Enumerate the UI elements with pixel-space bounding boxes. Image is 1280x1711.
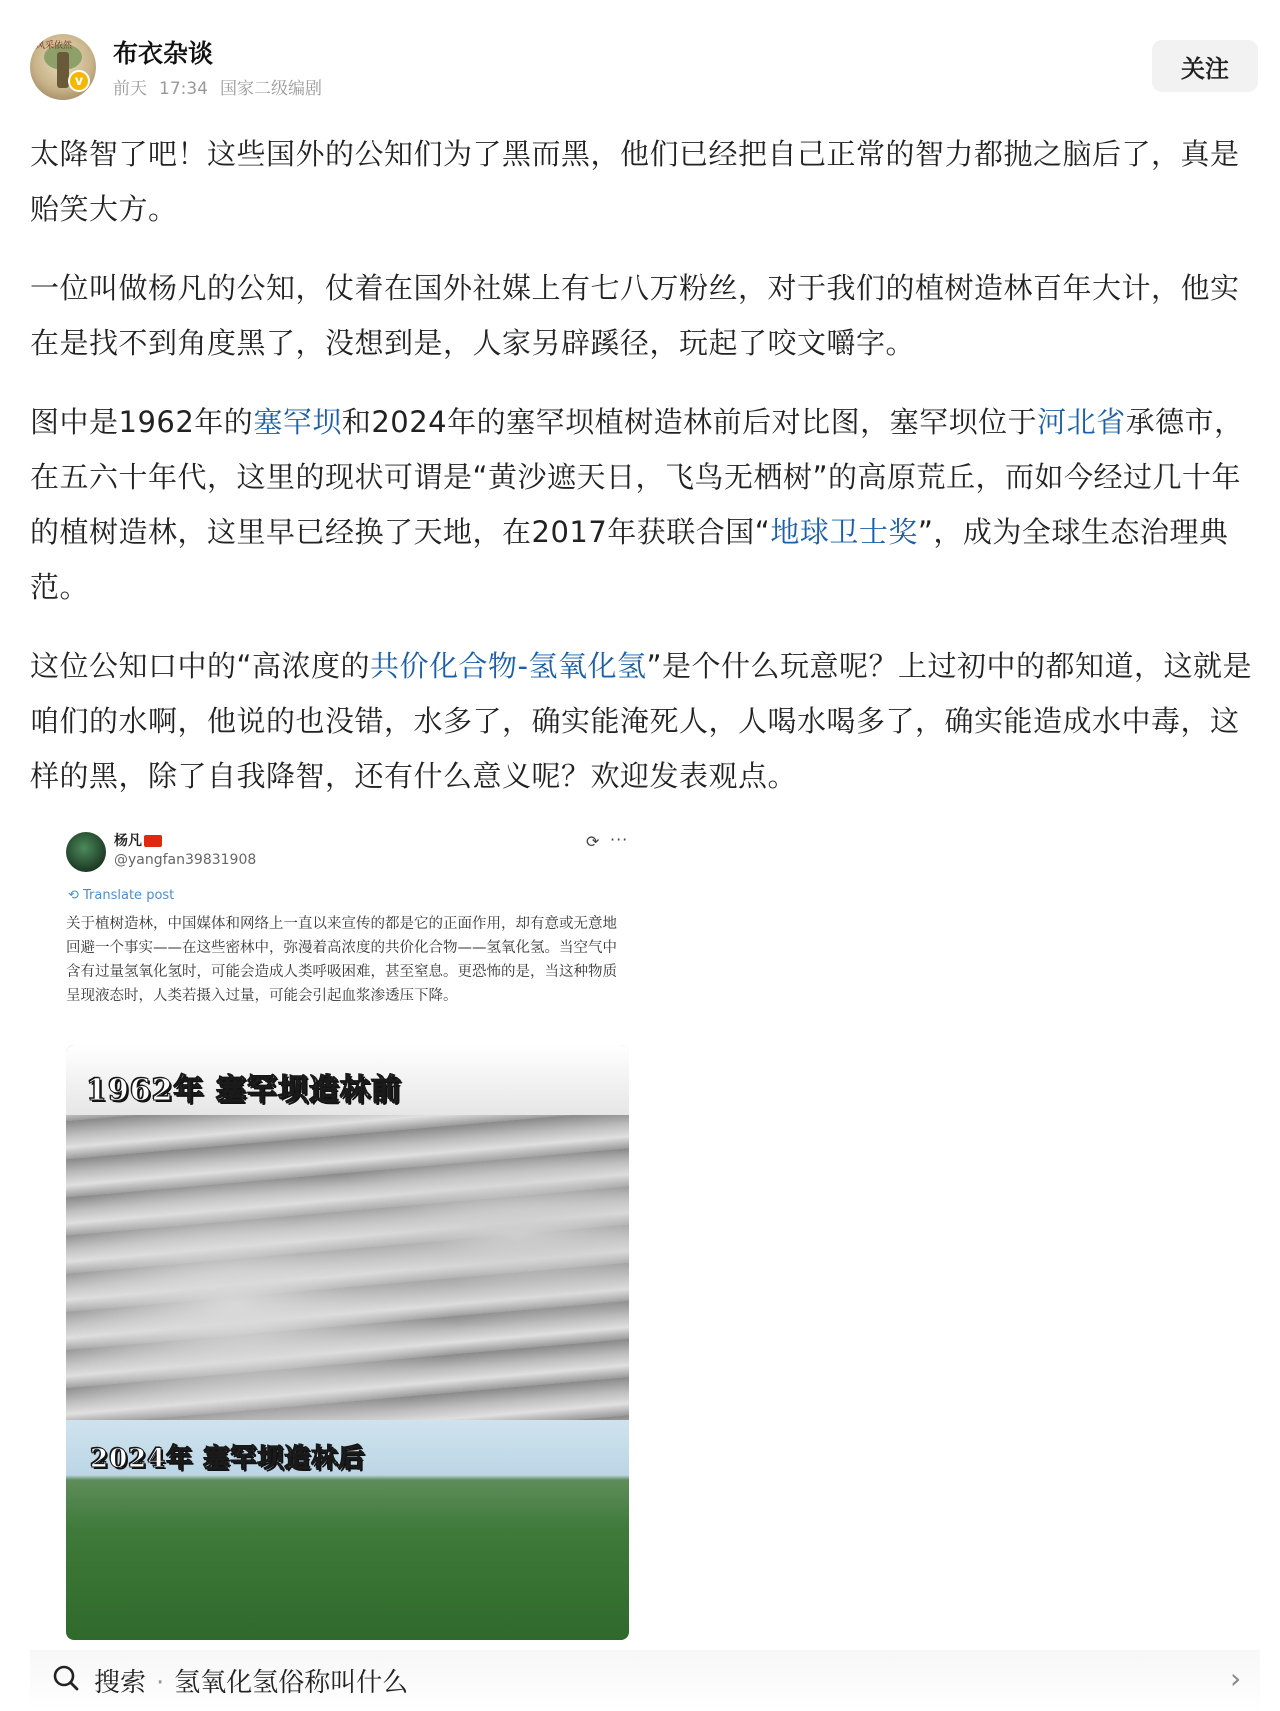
translate-post-link: ⟲ Translate post [68,888,175,903]
author-title: 国家二级编剧 [220,79,322,99]
search-icon [52,1664,80,1692]
p3-text-a: 图中是1962年的 [30,405,254,439]
p3-text-c: 承德市，在五六十年代，这里的现状可谓是“黄沙遮天日，飞鸟无栖树”的高原荒丘，而如今经过几十年的植树造林，这里早已经换了天地，在2017年获联合国“ [30,405,1244,549]
china-flag-icon [144,835,162,847]
caption-before: 1962年 塞罕坝造林前 [86,1073,402,1108]
link-compound[interactable]: 共价化合物-氢氧化氢 [370,649,647,683]
verified-badge-icon: v [68,70,90,92]
article-body [30,127,1260,828]
p3-text-d: ”，成为全球生态治理典范。 [30,515,1229,604]
more-icon: ··· [610,830,629,849]
author-name[interactable]: 布衣杂谈 [113,39,214,68]
embedded-avatar [66,832,106,872]
embedded-name-text: 杨凡 [114,833,142,849]
embedded-name [114,830,162,850]
article-paragraph-2: 一位叫做杨凡的公知，仗着在国外社媒上有七八万粉丝，对于我们的植树造林百年大计，他实在是找不到角度黑了，没想到是，人家另辟蹊径，玩起了咬文嚼字。 [30,271,1240,360]
post-time-ago: 前天 [113,79,147,99]
post-time: 17:34 [159,79,208,99]
embedded-body-text: 关于植树造林，中国媒体和网络上一直以来宣传的都是它的正面作用，却有意或无意地回避一个事实——在这些密林中，弥漫着高浓度的共价化合物——氢氧化氢。当空气中含有过量氢氧化氢时，可能会造成人类呼吸困难，甚至窒息。更恐怖的是，当这种物质呈现液态时，人类若摄入过量，可能会引起血浆渗透压下降。 [66,916,617,1004]
link-saihanba[interactable]: 塞罕坝 [253,405,342,439]
link-hebei[interactable]: 河北省 [1037,405,1126,439]
follow-button[interactable]: 关注 [1152,40,1258,92]
link-earth-guardian-award[interactable]: 地球卫士奖 [770,515,918,549]
caption-after: 2024年 塞罕坝造林后 [90,1444,366,1474]
related-search-bar[interactable] [30,1650,1260,1711]
p4-text-a: 这位公知口中的“高浓度的 [30,649,371,683]
search-text [94,1662,408,1699]
p4-text-b: ”是个什么玩意呢？上过初中的都知道，这就是咱们的水啊，他说的也没错，水多了，确实能淹死人，人喝水喝多了，确实能造成水中毒，这样的黑，除了自我降智，还有什么意义呢？欢迎发表观点。 [30,649,1253,793]
search-label: 搜索 [94,1668,147,1698]
author-avatar[interactable] [30,34,96,100]
article-paragraph-4 [30,639,1260,804]
grok-icon: ⟳ [586,832,600,851]
p3-text-b: 和2024年的塞罕坝植树造林前后对比图，塞罕坝位于 [341,405,1038,439]
embedded-handle: @yangfan39831908 [114,852,257,868]
chevron-right-icon: › [1230,1662,1242,1695]
photo-2024-forest [66,1420,629,1640]
article-paragraph-1: 太降智了吧！这些国外的公知们为了黑而黑，他们已经把自己正常的智力都抛之脑后了，真是贻笑大方。 [30,137,1240,226]
avatar-logo-text: 风采依然 [36,41,73,51]
article-paragraph-3 [30,395,1260,615]
search-separator: · [156,1668,165,1698]
post-meta [113,74,334,99]
photo-1962-desert [66,1045,629,1420]
comparison-photo [66,1045,629,1640]
search-query: 氢氧化氢俗称叫什么 [174,1668,409,1698]
translate-label: Translate post [83,888,175,903]
embedded-post-image[interactable] [58,810,634,1640]
